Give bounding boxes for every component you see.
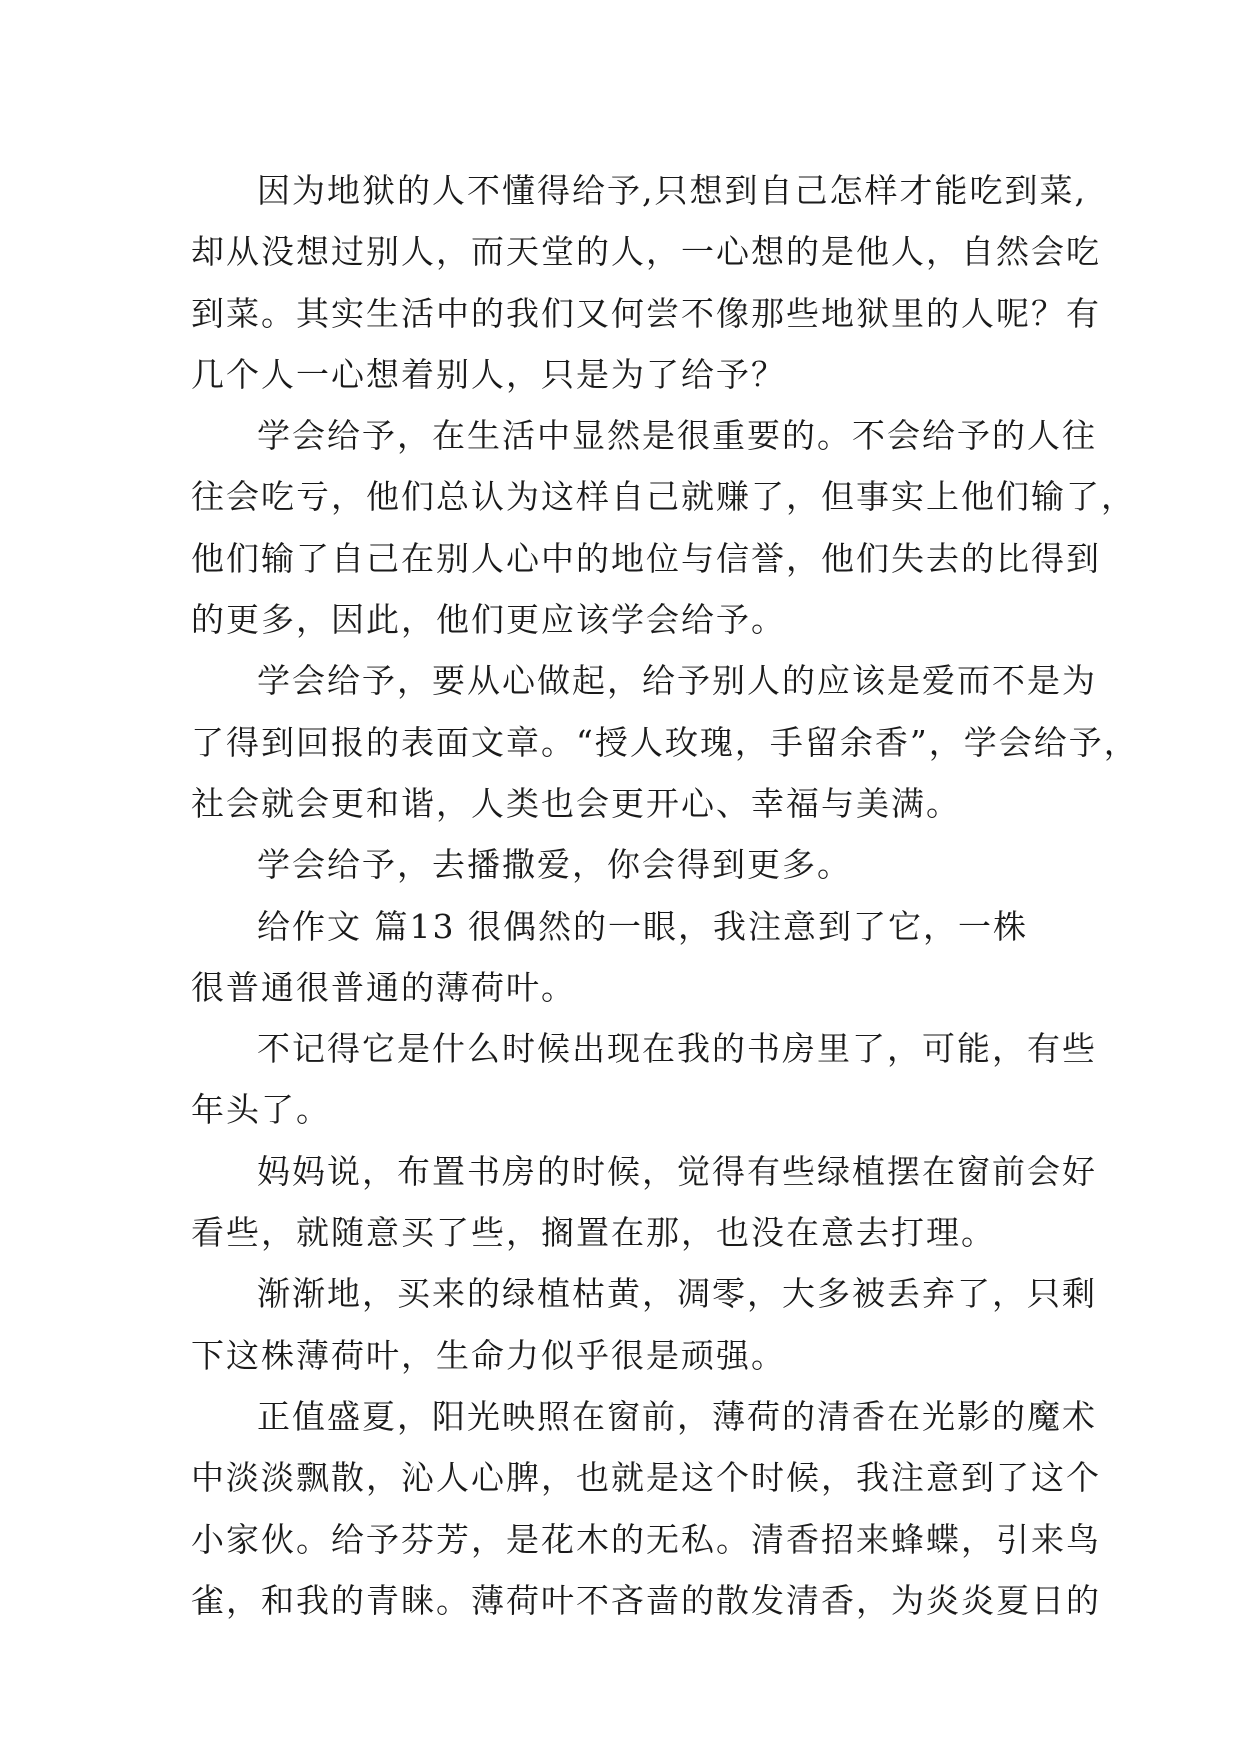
text-line: 几个人一心想着别人，只是为了给予？ [191,354,786,394]
text-line: 给作文 篇13 很偶然的一眼，我注意到了它，一株 [257,906,1028,946]
text-line: 不记得它是什么时候出现在我的书房里了，可能，有些 [257,1029,1097,1069]
body-text [191,160,1139,1631]
text-line: 妈妈说，布置书房的时候，觉得有些绿植摆在窗前会好 [257,1151,1097,1191]
text-line: 年头了。 [191,1090,331,1130]
text-line: 雀，和我的青睐。薄荷叶不吝啬的散发清香，为炎炎夏日的 [191,1580,1101,1620]
text-line: 很普通很普通的薄荷叶。 [191,967,576,1007]
text-line: 的更多，因此，他们更应该学会给予。 [191,600,786,640]
text-line: 学会给予，在生活中显然是很重要的。不会给予的人往 [257,416,1097,456]
text-line: 小家伙。给予芬芳，是花木的无私。清香招来蜂蝶，引来鸟 [191,1519,1101,1559]
text-line: 下这株薄荷叶，生命力似乎很是顽强。 [191,1335,786,1375]
text-line: 往会吃亏，他们总认为这样自己就赚了，但事实上他们输了， [191,477,1136,517]
text-line: 到菜。其实生活中的我们又何尝不像那些地狱里的人呢？有 [191,293,1101,333]
text-line: 因为地狱的人不懂得给予,只想到自己怎样才能吃到菜, [257,171,1087,210]
text-line: 中淡淡飘散，沁人心脾，也就是这个时候，我注意到了这个 [191,1458,1101,1498]
text-line: 渐渐地，买来的绿植枯黄，凋零，大多被丢弃了，只剩 [257,1274,1097,1314]
text-line: 社会就会更和谐，人类也会更开心、幸福与美满。 [191,783,961,823]
text-line: 看些，就随意买了些，搁置在那，也没在意去打理。 [191,1213,996,1253]
text-line: 却从没想过别人，而天堂的人，一心想的是他人，自然会吃 [191,232,1101,272]
text-line: 他们输了自己在别人心中的地位与信誉，他们失去的比得到 [191,538,1101,578]
text-line: 正值盛夏，阳光映照在窗前，薄荷的清香在光影的魔术 [257,1396,1097,1436]
text-line: 学会给予，去播撒爱，你会得到更多。 [257,845,852,885]
text-line: 了得到回报的表面文章。“授人玫瑰，手留余香”，学会给予， [191,722,1139,762]
text-line: 学会给予，要从心做起，给予别人的应该是爱而不是为 [257,661,1097,701]
